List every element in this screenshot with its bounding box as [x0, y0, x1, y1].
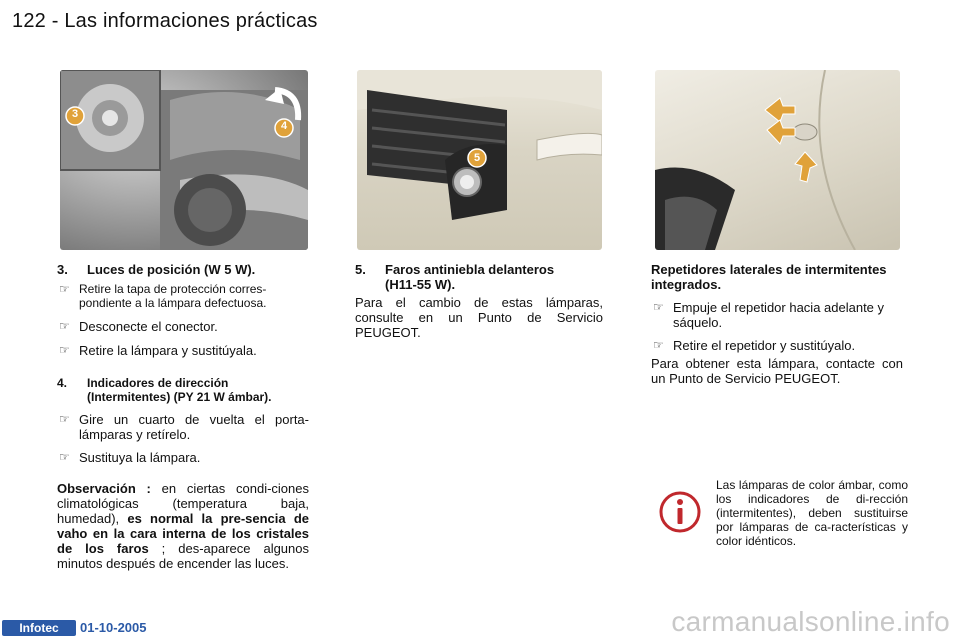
pointing-hand-icon: ☞ [59, 319, 70, 333]
column-fog-lamps [355, 262, 603, 340]
list-item: ☞ Empuje el repetidor hacia adelante y sáquelo. [653, 300, 885, 330]
pointing-hand-icon: ☞ [59, 282, 70, 296]
pointing-hand-icon: ☞ [59, 412, 70, 426]
info-note [648, 476, 910, 548]
front-bumper-photo [357, 70, 602, 250]
item-5-title-continued: (H11-55 W). [385, 277, 456, 292]
item-4-title-continued: (Intermitentes) (PY 21 W ámbar). [87, 390, 272, 404]
item-3-number: 3. [57, 262, 68, 277]
heading-item-3 [57, 262, 309, 277]
side-repeater-photo [655, 70, 900, 250]
column-side-lamps [57, 262, 309, 571]
info-icon [658, 490, 702, 534]
pointing-hand-icon: ☞ [653, 300, 664, 314]
side-repeater-illustration [655, 70, 900, 250]
heading-item-4 [57, 376, 309, 404]
pointing-hand-icon: ☞ [653, 338, 664, 352]
footer-date: 01-10-2005 [80, 620, 147, 635]
list-item: ☞ Sustituya la lámpara. [59, 450, 201, 465]
pointing-hand-icon: ☞ [59, 343, 70, 357]
page-title: 122 - Las informaciones prácticas [12, 10, 318, 32]
pointing-hand-icon: ☞ [59, 450, 70, 464]
heading-item-5 [355, 262, 603, 292]
photo-label-3: 3 [71, 108, 79, 120]
list-item: ☞ Retire la tapa de protección corres-pondiente a la lámpara defectuosa. [59, 282, 267, 310]
observation-label: Observación : [57, 481, 151, 496]
item-4-title: Indicadores de dirección [87, 376, 229, 390]
fog-lamp-paragraph: Para el cambio de estas lámparas, consulte en un Punto de Servicio PEUGEOT. [355, 295, 603, 340]
list-item: ☞ Desconecte el conector. [59, 319, 218, 334]
engine-bay-photo [60, 70, 308, 250]
observation-paragraph: Observación : en ciertas condi-ciones climatológicas (temperatura baja, humedad), es normal la pre-sencia de vaho en la cara interna de los cristales de los faros ; des-aparece algunos minutos después de encender las luces. [57, 481, 310, 571]
list-item: ☞ Retire el repetidor y sustitúyalo. [653, 338, 856, 353]
item-4-number: 4. [57, 376, 68, 390]
item-3-title: Luces de posición (W 5 W). [87, 262, 256, 277]
infotec-badge: Infotec [2, 620, 76, 636]
list-item: ☞ Retire la lámpara y sustitúyala. [59, 343, 257, 358]
item-5-title: Faros antiniebla delanteros [385, 262, 555, 277]
list-item: ☞ Gire un cuarto de vuelta el porta-lámparas y retírelo. [59, 412, 309, 442]
watermark: carmanualsonline.info [671, 606, 950, 637]
side-repeater-paragraph: Para obtener esta lámpara, contacte con un Punto de Servicio PEUGEOT. [651, 356, 903, 386]
photo-label-5: 5 [473, 152, 481, 164]
column-side-repeaters [651, 262, 903, 386]
photo-label-4: 4 [280, 120, 288, 132]
item-5-number: 5. [355, 262, 366, 277]
info-note-text: Las lámparas de color ámbar, como los indicadores de di-rección (intermitentes), deben sustituirse por lámparas de ca-racterísticas y color idénticos. [716, 478, 908, 548]
engine-bay-illustration [60, 70, 308, 250]
side-repeaters-heading: Repetidores laterales de intermitentes integrados. [651, 262, 887, 292]
